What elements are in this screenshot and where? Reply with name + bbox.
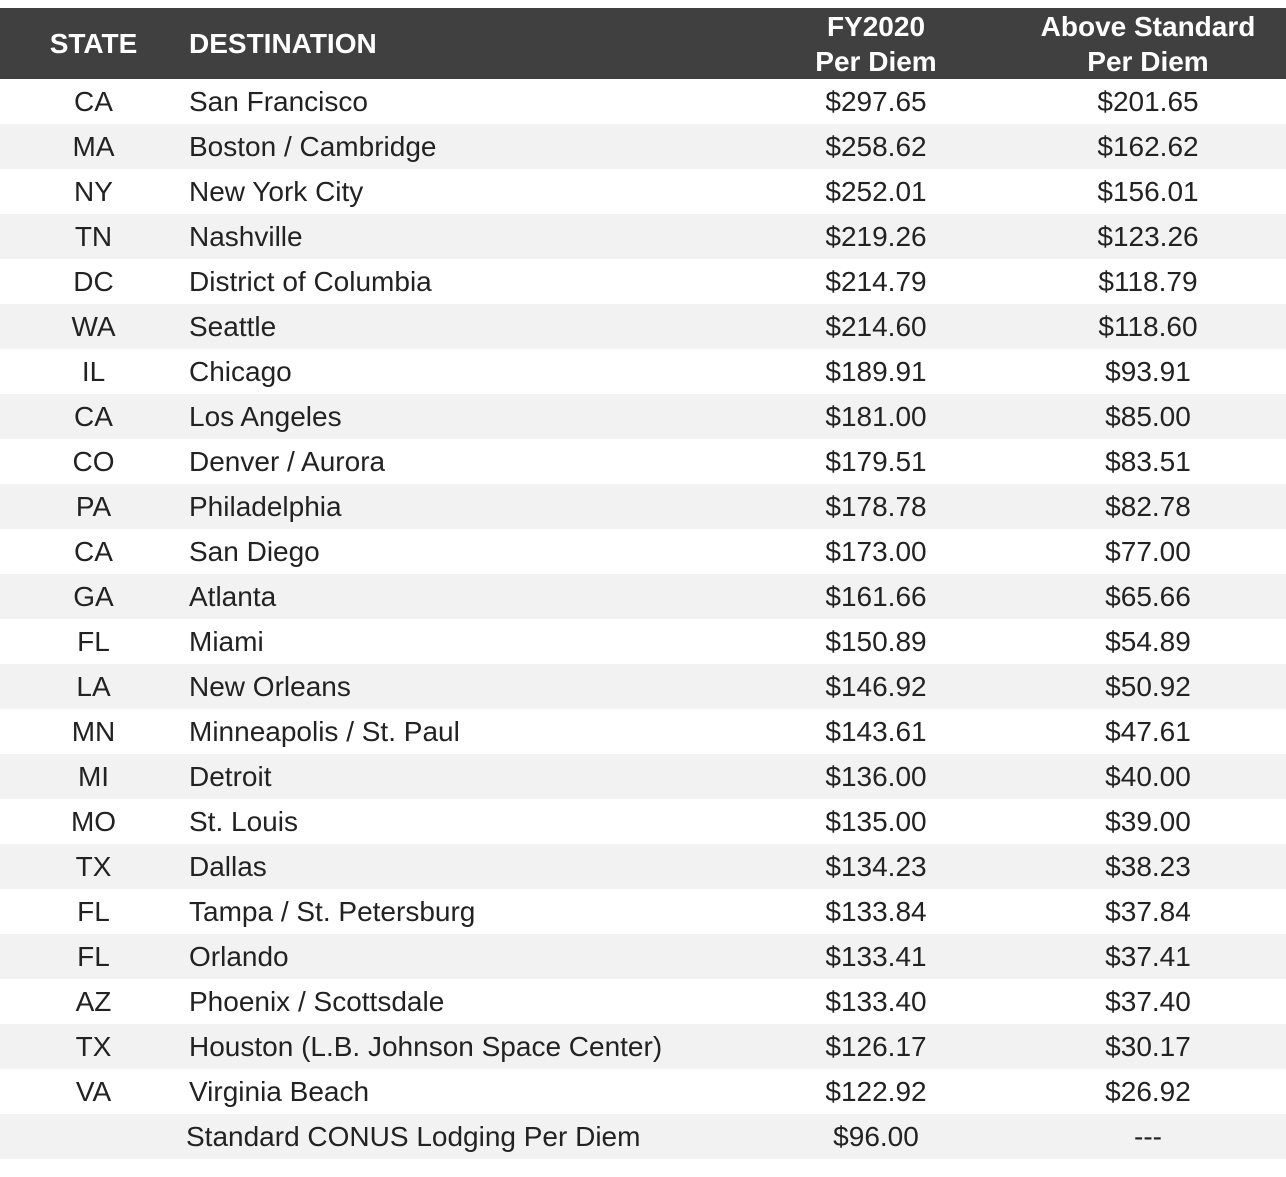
cell-fy2020: $135.00 bbox=[825, 806, 927, 837]
cell-above-standard: $47.61 bbox=[1105, 716, 1191, 747]
cell-above-standard: $37.40 bbox=[1105, 986, 1191, 1017]
cell-state: IL bbox=[81, 356, 106, 387]
cell-fy2020: $214.60 bbox=[825, 311, 927, 342]
cell-fy2020: $143.61 bbox=[825, 716, 927, 747]
table-row bbox=[0, 1069, 1286, 1114]
cell-above-standard: $77.00 bbox=[1105, 536, 1191, 567]
table-row bbox=[0, 754, 1286, 799]
cell-fy2020: $122.92 bbox=[825, 1076, 927, 1107]
cell-state: DC bbox=[73, 266, 114, 297]
cell-state: TN bbox=[74, 221, 113, 252]
cell-destination: San Francisco bbox=[189, 86, 368, 117]
cell-fy2020: $133.40 bbox=[825, 986, 927, 1017]
header-above-line1: Above Standard bbox=[1040, 10, 1256, 42]
cell-state: FL bbox=[77, 941, 110, 972]
cell-state: TX bbox=[75, 1031, 112, 1062]
cell-destination: Detroit bbox=[189, 761, 272, 792]
cell-fy2020: $219.26 bbox=[825, 221, 927, 252]
cell-above-standard: $123.26 bbox=[1097, 221, 1199, 252]
cell-state: WA bbox=[71, 311, 116, 342]
cell-above-standard: $26.92 bbox=[1105, 1076, 1191, 1107]
table-row bbox=[0, 79, 1286, 124]
cell-state: MA bbox=[72, 131, 115, 162]
cell-above-standard: $118.79 bbox=[1098, 266, 1198, 297]
cell-state: FL bbox=[77, 626, 110, 657]
cell-above-standard: $37.41 bbox=[1105, 941, 1191, 972]
cell-destination: Seattle bbox=[189, 311, 277, 342]
cell-fy2020: $161.66 bbox=[825, 581, 927, 612]
cell-destination: Philadelphia bbox=[189, 491, 342, 522]
standard-conus-row bbox=[0, 1114, 1286, 1159]
cell-destination: Phoenix / Scottsdale bbox=[189, 986, 445, 1017]
cell-destination: Dallas bbox=[189, 851, 267, 882]
table-row bbox=[0, 304, 1286, 349]
cell-state: FL bbox=[77, 896, 110, 927]
header-fy2020 bbox=[776, 8, 976, 79]
cell-above-standard: $162.62 bbox=[1097, 131, 1199, 162]
table-row bbox=[0, 1024, 1286, 1069]
cell-above-standard: $37.84 bbox=[1105, 896, 1191, 927]
table-row bbox=[0, 484, 1286, 529]
cell-fy2020: $173.00 bbox=[825, 536, 927, 567]
cell-fy2020: $189.91 bbox=[825, 356, 927, 387]
table-row bbox=[0, 259, 1286, 304]
cell-destination: Boston / Cambridge bbox=[189, 131, 437, 162]
table-row bbox=[0, 934, 1286, 979]
table-row bbox=[0, 214, 1286, 259]
cell-destination: Nashville bbox=[189, 221, 303, 252]
cell-destination: New York City bbox=[189, 176, 364, 207]
per-diem-table bbox=[0, 8, 1286, 1159]
table-row bbox=[0, 619, 1286, 664]
cell-fy2020: $181.00 bbox=[825, 401, 927, 432]
cell-destination: Houston (L.B. Johnson Space Center) bbox=[189, 1031, 663, 1062]
cell-above-standard: $82.78 bbox=[1105, 491, 1191, 522]
cell-destination: Orlando bbox=[189, 941, 289, 972]
cell-above-standard: $83.51 bbox=[1105, 446, 1191, 477]
table-row bbox=[0, 169, 1286, 214]
cell-above-standard: $30.17 bbox=[1105, 1031, 1191, 1062]
cell-fy2020: $178.78 bbox=[825, 491, 927, 522]
cell-above-standard: $85.00 bbox=[1105, 401, 1191, 432]
cell-destination: New Orleans bbox=[189, 671, 351, 702]
cell-fy2020: $179.51 bbox=[825, 446, 927, 477]
cell-state: MN bbox=[71, 716, 116, 747]
cell-above-standard: $39.00 bbox=[1105, 806, 1191, 837]
header-above-line2: Per Diem bbox=[1087, 45, 1209, 77]
table-row bbox=[0, 529, 1286, 574]
cell-destination: San Diego bbox=[189, 536, 320, 567]
cell-above-standard: $40.00 bbox=[1105, 761, 1191, 792]
cell-fy2020: $252.01 bbox=[825, 176, 927, 207]
cell-above-standard: $156.01 bbox=[1097, 176, 1199, 207]
table-row bbox=[0, 349, 1286, 394]
cell-state: CA bbox=[74, 86, 113, 117]
cell-above-standard: $118.60 bbox=[1098, 311, 1198, 342]
cell-state: PA bbox=[75, 491, 112, 522]
table-header bbox=[0, 8, 1286, 79]
table-row bbox=[0, 799, 1286, 844]
header-state: STATE bbox=[49, 28, 138, 59]
cell-fy2020: $297.65 bbox=[825, 86, 927, 117]
cell-destination: Los Angeles bbox=[189, 401, 342, 432]
cell-fy2020: $150.89 bbox=[825, 626, 927, 657]
header-fy2020-line1: FY2020 bbox=[826, 10, 926, 42]
cell-state bbox=[0, 1114, 187, 1159]
cell-above-standard: $93.91 bbox=[1105, 356, 1191, 387]
cell-state: CA bbox=[74, 401, 113, 432]
header-destination: DESTINATION bbox=[189, 28, 377, 59]
cell-above-standard: $201.65 bbox=[1097, 86, 1199, 117]
table-row bbox=[0, 394, 1286, 439]
cell-fy2020: $134.23 bbox=[825, 851, 927, 882]
cell-above-standard: $65.66 bbox=[1105, 581, 1191, 612]
cell-fy2020: $146.92 bbox=[825, 671, 927, 702]
header-fy2020-line2: Per Diem bbox=[815, 45, 937, 77]
cell-destination: Atlanta bbox=[189, 581, 277, 612]
table-row bbox=[0, 979, 1286, 1024]
cell-destination: Miami bbox=[189, 626, 264, 657]
table-row bbox=[0, 574, 1286, 619]
table-row bbox=[0, 844, 1286, 889]
cell-state: NY bbox=[74, 176, 113, 207]
table-body bbox=[0, 79, 1286, 1159]
cell-destination: Denver / Aurora bbox=[189, 446, 386, 477]
cell-state: GA bbox=[73, 581, 114, 612]
cell-fy2020: $133.84 bbox=[825, 896, 927, 927]
table-row bbox=[0, 124, 1286, 169]
header-above-standard bbox=[1012, 8, 1284, 79]
cell-state: MO bbox=[70, 806, 117, 837]
cell-state: CO bbox=[72, 446, 115, 477]
cell-destination: Tampa / St. Petersburg bbox=[189, 896, 476, 927]
cell-destination: Chicago bbox=[189, 356, 292, 387]
cell-state: MI bbox=[77, 761, 110, 792]
cell-state: LA bbox=[76, 671, 111, 702]
cell-above-standard: --- bbox=[1134, 1121, 1162, 1152]
cell-above-standard: $38.23 bbox=[1105, 851, 1191, 882]
table-row bbox=[0, 889, 1286, 934]
cell-fy2020: $96.00 bbox=[833, 1121, 919, 1152]
cell-state: VA bbox=[75, 1076, 112, 1107]
cell-destination: District of Columbia bbox=[189, 266, 432, 297]
table-row bbox=[0, 664, 1286, 709]
cell-above-standard: $54.89 bbox=[1105, 626, 1191, 657]
cell-fy2020: $136.00 bbox=[825, 761, 927, 792]
cell-fy2020: $126.17 bbox=[825, 1031, 927, 1062]
cell-fy2020: $258.62 bbox=[825, 131, 927, 162]
cell-above-standard: $50.92 bbox=[1105, 671, 1191, 702]
cell-fy2020: $133.41 bbox=[825, 941, 927, 972]
cell-destination: Standard CONUS Lodging Per Diem bbox=[186, 1121, 641, 1152]
cell-fy2020: $214.79 bbox=[825, 266, 927, 297]
cell-destination: Minneapolis / St. Paul bbox=[189, 716, 460, 747]
table-row bbox=[0, 439, 1286, 484]
cell-state: AZ bbox=[75, 986, 112, 1017]
cell-state: TX bbox=[75, 851, 112, 882]
cell-state: CA bbox=[74, 536, 113, 567]
cell-destination: Virginia Beach bbox=[189, 1076, 370, 1107]
cell-destination: St. Louis bbox=[189, 806, 298, 837]
table-row bbox=[0, 709, 1286, 754]
